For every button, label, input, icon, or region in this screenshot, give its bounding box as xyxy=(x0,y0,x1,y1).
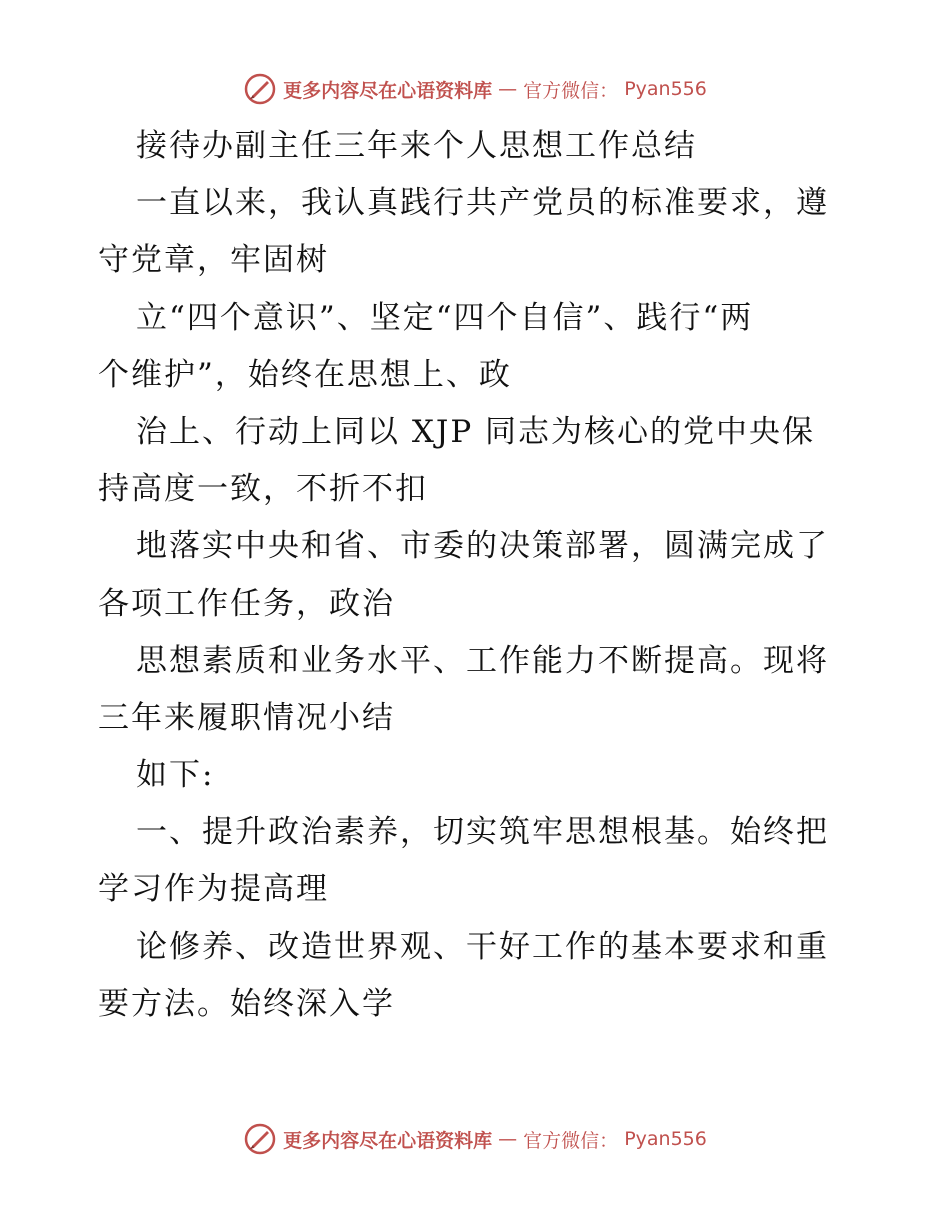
watermark-site-name: 更多内容尽在心语资料库 xyxy=(283,1129,493,1152)
doc-line: 一直以来，我认真践行共产党员的标准要求，遵 xyxy=(136,185,829,222)
doc-line: 如下: xyxy=(136,757,215,794)
doc-line: 要方法。始终深入学 xyxy=(98,985,395,1022)
watermark-wechat-id: Pyan556 xyxy=(624,78,707,100)
doc-line: 思想素质和业务水平、工作能力不断提高。现将 xyxy=(136,642,829,679)
doc-line: 三年来履职情况小结 xyxy=(98,699,395,736)
quill-logo-icon xyxy=(243,72,277,106)
doc-line: 学习作为提高理 xyxy=(98,871,329,908)
doc-line: 守党章，牢固树 xyxy=(98,242,329,279)
doc-line: 地落实中央和省、市委的决策部署，圆满完成了 xyxy=(136,528,829,565)
watermark-wechat-label: 官方微信： xyxy=(523,1129,619,1152)
watermark-dash: — xyxy=(498,78,518,100)
doc-line: 论修养、改造世界观、干好工作的基本要求和重 xyxy=(136,928,829,965)
doc-line: 接待办副主任三年来个人思想工作总结 xyxy=(136,128,697,164)
doc-line: 持高度一致，不折不扣 xyxy=(98,471,428,508)
watermark-site-name: 更多内容尽在心语资料库 xyxy=(283,79,493,102)
quill-logo-icon xyxy=(243,1122,277,1156)
footer-watermark xyxy=(0,1122,950,1156)
doc-line: 立“四个意识”、坚定“四个自信”、践行“两 xyxy=(136,299,754,336)
watermark-wechat-id: Pyan556 xyxy=(624,1128,707,1150)
doc-line: 各项工作任务，政治 xyxy=(98,585,395,622)
header-watermark xyxy=(0,72,950,106)
doc-line: 个维护”，始终在思想上、政 xyxy=(98,356,512,393)
doc-line: 治上、行动上同以 XJP 同志为核心的党中央保 xyxy=(136,413,816,450)
document-body xyxy=(98,118,858,1033)
watermark-wechat-label: 官方微信： xyxy=(523,79,619,102)
watermark-dash: — xyxy=(498,1128,518,1150)
doc-line: 一、提升政治素养，切实筑牢思想根基。始终把 xyxy=(136,814,829,851)
